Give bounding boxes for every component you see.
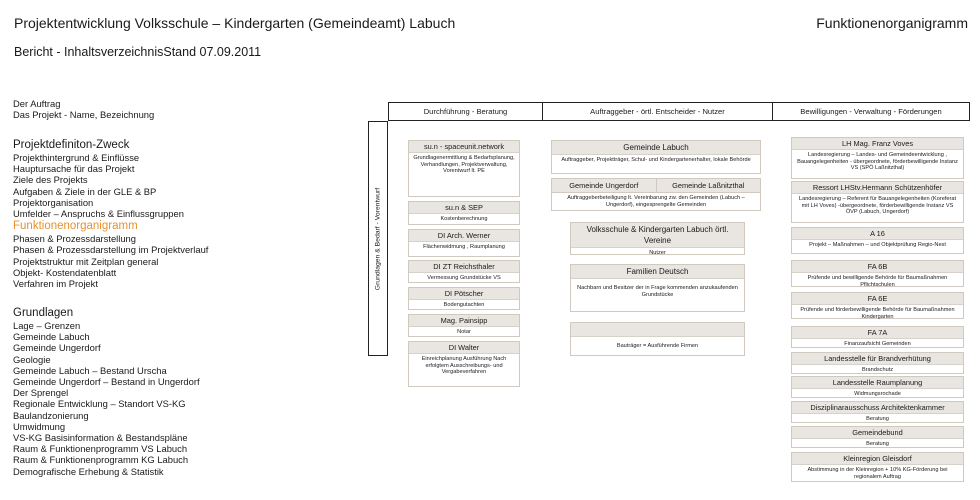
toc-section-projektdefinition bbox=[13, 138, 373, 289]
card-lh-voves bbox=[791, 137, 964, 179]
toc-item[interactable]: Umwidmung bbox=[13, 420, 66, 432]
toc-item[interactable]: Projektstruktur mit Zeitplan general bbox=[13, 255, 159, 267]
card-body: Einreichplanung Ausführung Nach erfolgtem Ausschreibungs- und Vergabeverfahren bbox=[421, 356, 507, 376]
toc-item[interactable]: Projektorganisation bbox=[13, 196, 94, 208]
card-title: FA 7A bbox=[792, 327, 963, 339]
card-body: Beratung bbox=[866, 441, 889, 447]
card-body: Auftraggeberbeteiligung lt. Vereinbarung zw. den Gemeinden (Labuch – Ungerdorf), eingesprengelte Gemeinden bbox=[567, 195, 745, 208]
toc-item-active[interactable]: Funktionenorganigramm bbox=[13, 220, 138, 233]
diagram-title: Funktionenorganigramm bbox=[816, 15, 968, 31]
card-di-arch-werner bbox=[408, 229, 520, 257]
toc-item[interactable]: Verfahren im Projekt bbox=[13, 278, 98, 290]
card-body: Prüfende und bewilligende Behörde für Baumaßnahmen Pflichtschulen bbox=[807, 275, 948, 288]
card-body: Nachbarn und Besitzer der in Frage kommenden anzukaufenden Grundstücke bbox=[577, 285, 738, 298]
card-title: su.n & SEP bbox=[409, 202, 519, 214]
card-title: DI Arch. Werner bbox=[409, 230, 519, 242]
card-title: Landesstelle Raumplanung bbox=[792, 377, 963, 389]
toc-section-heading[interactable]: Projektdefiniton-Zweck bbox=[13, 139, 130, 151]
toc-section-grundlagen bbox=[13, 306, 373, 477]
card-title: Disziplinarausschuss Architektenkammer bbox=[792, 402, 963, 414]
card-body: Bodengutachten bbox=[443, 302, 485, 308]
card-disziplinarausschuss bbox=[791, 401, 964, 423]
card-title: Gemeinde Labuch bbox=[552, 141, 760, 155]
card-title: DI ZT Reichsthaler bbox=[409, 261, 519, 273]
toc-item[interactable]: Raum & Funktionenprogramm KG Labuch bbox=[13, 454, 189, 466]
card-title: su.n - spaceunit.network bbox=[409, 141, 519, 153]
card-body: Kostenberechnung bbox=[440, 216, 488, 222]
card-gemeinde-labuch bbox=[551, 140, 761, 174]
column-header-bewilligungen: Bewilligungen - Verwaltung - Förderungen bbox=[772, 103, 969, 120]
card-familien-deutsch bbox=[570, 264, 745, 312]
toc-item[interactable]: Das Projekt - Name, Bezeichnung bbox=[13, 109, 155, 121]
card-fa6e bbox=[791, 292, 964, 319]
column-header-auftraggeber: Auftraggeber - örtl. Entscheider - Nutzer bbox=[542, 103, 772, 120]
toc-section-heading[interactable]: Grundlagen bbox=[13, 307, 74, 319]
card-body: Landesregierung – Referent für Bauangelegenheiten (Koreferat mit LH Voves) -übergeordnete, förderbewilligende Instanz VS ÖVP (Labuch, Ungerdorf) bbox=[798, 196, 957, 216]
card-body: Brandschutz bbox=[861, 367, 894, 373]
card-title: Familien Deutsch bbox=[571, 265, 744, 279]
card-a16 bbox=[791, 227, 964, 254]
card-sun-sep bbox=[408, 201, 520, 225]
card-body: Beratung bbox=[866, 416, 889, 422]
page-title: Projektentwicklung Volksschule – Kindergarten (Gemeindeamt) Labuch bbox=[14, 15, 456, 31]
card-body: Abstimmung in der Kleinregion + 10% KG-Förderung bei regionalem Auftrag bbox=[807, 467, 948, 480]
toc-item[interactable]: Phasen & Prozessdarstellung im Projektverlauf bbox=[13, 244, 209, 256]
card-body: Finanzaufsicht Gemeinden bbox=[844, 341, 911, 347]
toc-item[interactable]: Gemeinde Ungerdorf – Bestand in Ungerdorf bbox=[13, 376, 200, 388]
toc-item[interactable]: Hauptursache für das Projekt bbox=[13, 163, 135, 175]
card-body: Flächenwidmung , Raumplanung bbox=[423, 244, 505, 250]
card-title bbox=[571, 323, 744, 337]
card-body: Nutzer bbox=[649, 250, 666, 256]
card-body: Vermessung Grundstücke VS bbox=[427, 275, 501, 281]
card-title: FA 6E bbox=[792, 293, 963, 305]
card-volksschule-kindergarten bbox=[570, 222, 745, 255]
card-di-poetscher bbox=[408, 287, 520, 310]
toc-item[interactable]: Regionale Entwicklung – Standort VS-KG bbox=[13, 398, 186, 410]
toc-item[interactable]: Gemeinde Labuch – Bestand Urscha bbox=[13, 364, 167, 376]
toc-item[interactable]: Projekthintergrund & Einflüsse bbox=[13, 152, 140, 163]
phase-side-bar bbox=[368, 121, 388, 356]
card-gemeinden-body bbox=[551, 193, 761, 211]
toc-item[interactable]: Der Auftrag bbox=[13, 98, 61, 109]
card-di-zt-reichsthaler bbox=[408, 260, 520, 283]
card-fa6b bbox=[791, 260, 964, 287]
card-fa7a bbox=[791, 326, 964, 348]
toc-item[interactable]: Phasen & Prozessdarstellung bbox=[13, 233, 136, 245]
card-body: Auftraggeber, Projektträger, Schul- und Kindergartenerhalter, lokale Behörde bbox=[561, 157, 751, 163]
card-spaceunit bbox=[408, 140, 520, 197]
report-subtitle: Bericht - InhaltsverzeichnisStand 07.09.2011 bbox=[14, 45, 262, 59]
card-title: Mag. Painsipp bbox=[409, 315, 519, 327]
column-header-durchfuehrung: Durchführung - Beratung bbox=[423, 107, 508, 116]
split-gemeinden bbox=[551, 178, 761, 193]
card-body: Notar bbox=[457, 329, 471, 335]
card-title: Volksschule & Kindergarten Labuch örtl. Vereine bbox=[571, 223, 744, 248]
card-body: Projekt – Maßnahmen – und Objektprüfung Regio-Nest bbox=[809, 242, 946, 248]
card-title: A 16 bbox=[792, 228, 963, 240]
card-body: Prüfende und förderbewilligende Behörde für Baumaßnahmen Kindergarten bbox=[800, 307, 955, 320]
card-bautraeger bbox=[570, 322, 745, 356]
gemeinde-lassnitzthal-label: Gemeinde Laßnitzthal bbox=[656, 179, 761, 192]
card-title: FA 6B bbox=[792, 261, 963, 273]
toc-item[interactable]: Gemeinde Labuch bbox=[13, 331, 90, 343]
toc-item[interactable]: Raum & Funktionenprogramm VS Labuch bbox=[13, 443, 188, 455]
card-body: Landesregierung – Landes- und Gemeindeentwicklung , Bauangelegenheiten - übergeordnete, förderbewilligende Instanz VS (SPÖ Laßnitzthal) bbox=[797, 152, 958, 172]
card-gemeindebund bbox=[791, 426, 964, 448]
toc-item[interactable]: Ziele des Projekts bbox=[13, 174, 88, 186]
card-title: Gemeindebund bbox=[792, 427, 963, 439]
card-brandverhuetung bbox=[791, 352, 964, 374]
card-title: Landesstelle für Brandverhütung bbox=[792, 353, 963, 365]
toc-item[interactable]: Demografische Erhebung & Statistik bbox=[13, 465, 164, 477]
phase-side-label: Grundlagen & Bedarf - Vorentwurf bbox=[374, 187, 382, 290]
card-body: Grundlagenermittlung & Bedarfsplanung, Verhandlungen, Projektverwaltung, Vorentwurf lt. PE bbox=[413, 155, 515, 175]
card-mag-painsipp bbox=[408, 314, 520, 337]
card-title: Kleinregion Gleisdorf bbox=[792, 453, 963, 465]
toc-item[interactable]: Baulandzonierung bbox=[13, 409, 89, 421]
card-title: DI Walter bbox=[409, 342, 519, 354]
card-body: Widmungsrochade bbox=[854, 391, 901, 397]
toc-item[interactable]: Geologie bbox=[13, 353, 51, 365]
card-di-walter bbox=[408, 341, 520, 387]
card-raumplanung bbox=[791, 376, 964, 398]
toc-item[interactable]: Gemeinde Ungerdorf bbox=[13, 342, 101, 354]
card-kleinregion-gleisdorf bbox=[791, 452, 964, 482]
gemeinde-ungerdorf-label: Gemeinde Ungerdorf bbox=[569, 181, 639, 190]
toc-item[interactable]: Objekt- Kostendatenblatt bbox=[13, 266, 117, 278]
card-body: Bauträger = Ausführende Firmen bbox=[616, 343, 699, 349]
card-ressort-schuetzenhoefer bbox=[791, 181, 964, 223]
toc-item[interactable]: VS-KG Basisinformation & Bestandspläne bbox=[13, 432, 188, 444]
toc-intro bbox=[13, 98, 373, 120]
card-title: LH Mag. Franz Voves bbox=[792, 138, 963, 150]
toc-item[interactable]: Der Sprengel bbox=[13, 387, 69, 399]
toc-item[interactable]: Aufgaben & Ziele in der GLE & BP bbox=[13, 185, 157, 197]
toc-item[interactable]: Umfelder – Anspruchs & Einflussgruppen bbox=[13, 208, 184, 220]
card-title: DI Pötscher bbox=[409, 288, 519, 300]
column-header-row bbox=[388, 102, 970, 121]
card-title: Ressort LHStv.Hermann Schützenhöfer bbox=[792, 182, 963, 194]
toc-item[interactable]: Lage – Grenzen bbox=[13, 320, 81, 331]
